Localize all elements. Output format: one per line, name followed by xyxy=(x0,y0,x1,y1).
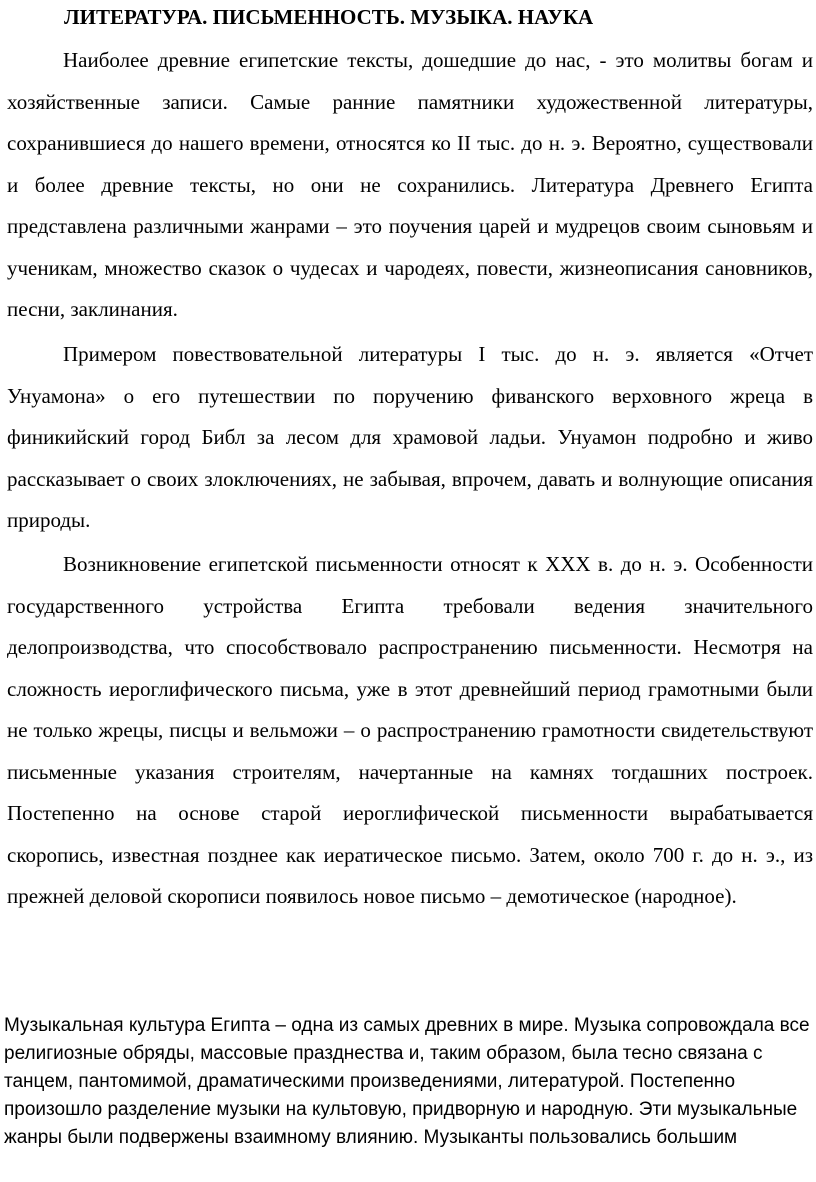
paragraph-music-culture: Музыкальная культура Египта – одна из самых древних в мире. Музыка сопровождала все религиозные обряды, массовые празднества и, таким образом, была тесно связана с танцем, пантомимой, драматическими произведениями, литературой. Постепенно произошло разделение музыки на культовую, придворную и народную. Эти музыкальные жанры были подвержены взаимному влиянию. Музыканты пользовались большим xyxy=(4,1015,810,1148)
paragraph-egyptian-writing: Возникновение египетской письменности относят к XXX в. до н. э. Особенности государственного устройства Египта требовали ведения значительного делопроизводства, что способствовало распространению письменности. Несмотря на сложность иероглифического письма, уже в этот древнейший период грамотными были не только жрецы, писцы и вельможи – о распространению грамотности свидетельствуют письменные указания строителям, начертанные на камнях тогдашних построек. Постепенно на основе старой иероглифической письменности вырабатывается скоропись, известная позднее как иератическое письмо. Затем, около 700 г. до н. э., из прежней деловой скорописи появилось новое письмо – демотическое (народное). xyxy=(7,552,813,908)
paragraph-ancient-texts: Наиболее древние египетские тексты, дошедшие до нас, - это молитвы богам и хозяйственные записи. Самые ранние памятники художественной литературы, сохранившиеся до нашего времени, относятся ко II тыс. до н. э. Вероятно, существовали и более древние тексты, но они не сохранились. Литература Древнего Египта представлена различными жанрами – это поучения царей и мудрецов своим сыновьям и ученикам, множество сказок о чудесах и чародеях, повести, жизнеописания сановников, песни, заклинания. xyxy=(7,48,813,321)
page-title: ЛИТЕРАТУРА. ПИСЬМЕННОСТЬ. МУЗЫКА. НАУКА xyxy=(64,5,594,29)
literature-section xyxy=(7,40,813,331)
music-section xyxy=(4,1012,812,1152)
narrative-section xyxy=(7,334,813,542)
writing-section xyxy=(7,544,813,918)
paragraph-unuamon-report: Примером повествовательной литературы I тыс. до н. э. является «Отчет Унуамона» о его путешествии по поручению фиванского верховного жреца в финикийский город Библ за лесом для храмовой ладьи. Унуамон подробно и живо рассказывает о своих злоключениях, не забывая, впрочем, давать и волнующие описания природы. xyxy=(7,342,813,532)
